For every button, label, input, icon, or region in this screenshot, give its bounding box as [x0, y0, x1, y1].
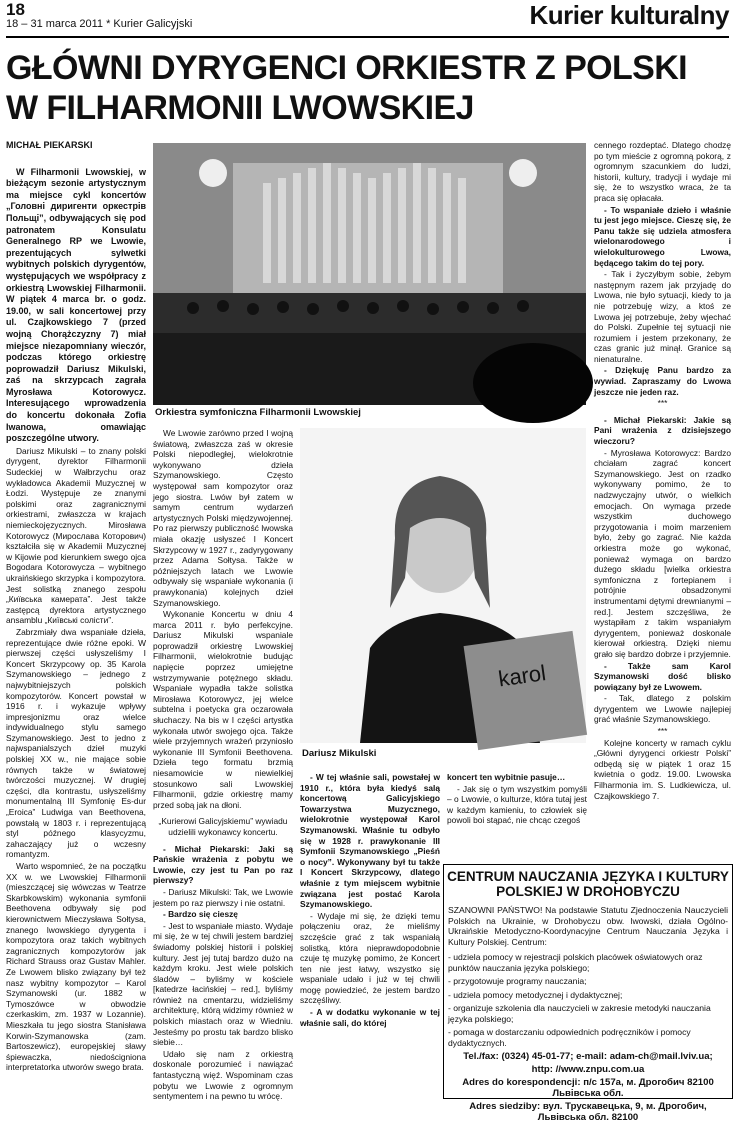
issue-date: 18 – 31 marca 2011 * Kurier Galicyjski [6, 18, 193, 30]
interview-question: koncert ten wybitnie pasuje… [447, 772, 566, 782]
orchestra-photo-caption: Orkiestra symfoniczna Filharmonii Lwowskiej [155, 407, 361, 418]
list-item: - organizuje szkolenia dla nauczycieli w zakresie metodyki nauczania języka polskiego; [448, 1003, 711, 1024]
header-divider [6, 36, 729, 38]
paragraph: Kolejne koncerty w ramach cyklu „Główni dyrygenci orkiestr Polski” odbędą się w piątek 1 oraz 15 kwietnia o godz. 19.00. Lwowska Filharmonia im. S. Ludkiewicza, ul. Czajkowskiego 7. [594, 737, 731, 801]
separator-stars: *** [657, 398, 668, 409]
paragraph: Dariusz Mikulski – to znany polski dyrygent, dyrektor Filharmonii Sudeckiej w Wałbrzychu oraz wykładowca Akademii Muzycznej w Łodzi. Występuje ze znanymi polskimi oraz zagranicznymi orkiestrami, zwłaszcza w krajach niemieckojęzycznych. Mirosława Kotorowycz (Мирослава Которович) kształciła się w Akademii Muzycznej w Kijowie pod kierunkiem swego ojca Bogodara Kotorowycza – wybitnego ukraińskiego skrzypka i kompozytora. Jest solistką znanego zespołu „Київська камерата”. Jest także zastępcą dyrektora artystycznego ansamblu „Київські солісти”. [6, 445, 146, 626]
interview-answer: - Wydaje mi się, że dzięki temu połączeniu oraz, że mieliśmy szczęście grać z tak wspaniałą solistką, która nieprawdopodobnie czuje tę muzykę pomimo, że Koncert ten nie jest łatwy, wszystko się wspaniale udało i już w tej chwili mogę powiedzieć, że jestem bardzo szczęśliwy. [300, 910, 440, 1006]
orchestra-photo [153, 143, 586, 405]
interview-answer: cennego rozdeptać. Dlatego chodzę po tym mieście z ogromną pokorą, z ogromnym szacunkiem do ludzi, historii, kultury, tradycji i wydaje mi się, że to wszystko wraca, że ta praca się opłacała. [594, 140, 731, 203]
author-byline: MICHAŁ PIEKARSKI [6, 140, 93, 150]
list-item: - udziela pomocy metodycznej i dydaktycznej; [448, 989, 623, 1000]
interview-answer: - Dariusz Mikulski: Tak, we Lwowie jestem po raz pierwszy i nie ostatni. [153, 886, 293, 908]
interview-answer: - Jak się o tym wszystkim pomyśli – o Lwowie, o kulturze, która tutaj jest w każdym kamieniu, to człowiek się powoli boi stąpać, nie chcąc czegoś [447, 783, 587, 826]
paragraph: We Lwowie zarówno przed I wojną światową, zwłaszcza zaś w okresie Polski niepodległej, wielokrotnie wykonywano dzieła Szymanowskiego. Często występował sam kompozytor oraz jego siostra. Lwów był zatem w samym centrum wydarzeń artystycznych Polski międzywojennej. Po raz pierwszy publiczność lwowska miała okazję usłyszeć I Koncert Skrzypcowy w 1927 r., zadyrygowany przez Adama Sołtysa. Także w późniejszych latach we Lwowie odbywały się wspaniałe wykonania (i prawykonania) kolejnych dzieł Szymanowskiego. [153, 428, 293, 608]
article-column-5 [594, 140, 731, 862]
paragraph: Zabrzmiały dwa wspaniałe dzieła, reprezentujące dwie różne epoki. W pierwszej części usłyszeliśmy I Koncert Skrzypcowy op. 35 Karola Szymanowskiego – jednego z najwybitniejszych polskich kompozytorów. Koncert powstał w 1916 r. i wykazuje wpływy impresjonizmu oraz wielce indywidualnego stylu samego Szymanowskiego. Jest to jedno z najwspanialszych dzieł muzyki polskiej XX w., nie mające sobie równych także w światowej twórczości muzycznej. W drugiej części, dla kontrastu, usłyszeliśmy monumentalną III Symfonię Es-dur „Eroica” Ludwiga van Beethovena, powstałą w 1803 r. i reprezentującą styl późnego klasycyzmu, zahaczający już o wczesny romantyzm. [6, 626, 146, 860]
interview-answer: - W tej właśnie sali, powstałej w 1910 r., która była kiedyś salą koncertową Galicyjskiego Towarzystwa Muzycznego, wielokrotnie występował Karol Szymanowski. Właśnie tu odbyło się w 1928 r. prawykonanie III Symfonii Szymanowskiego „Pieśń o nocy”. Wykonywany był tu także I Koncert Skrzypcowy, dlatego właśnie z tym miejscem wybitnie związana jest postać Karola Szymanowskiego. [300, 772, 440, 910]
orchestra-hall-image [153, 143, 586, 405]
separator-stars: *** [657, 726, 668, 737]
page-number: 18 [6, 0, 25, 19]
list-item: - udziela pomocy w rejestracji polskich placówek oświatowych oraz punktów nauczania języka polskiego; [448, 952, 703, 973]
interview-answer: - Tak i życzyłbym sobie, żebym następnym razem jak przyjadę do Lwowa, nie było sytuacji, kiedy to ja nie potrzebuję wizy, a ktoś ze Lwowa jej potrzebuje, żeby wjechać do Polski. Zupełnie tej sytuacji nie rozumiem i jestem przekonany, że czas granic już minął. Granice są nienaturalne. [594, 269, 731, 364]
article-headline [6, 48, 731, 128]
ad-intro: SZANOWNI PAŃSTWO! Na podstawie Statutu Zjednoczenia Nauczycieli Polskich na Ukrainie, w Drohobyczu obw. lwowski, działa Ogólno-Ukraińskie Metodyczno-Koordynacyjne Centrum Nauczania Języka i Kultury Polskiej. Centrum: [448, 905, 728, 947]
interview-question: - Michał Piekarski: Jakie są Pani wrażenia z dzisiejszego wieczoru? [594, 414, 731, 447]
interview-question: - A w dodatku wykonanie w tej właśnie sali, do której [300, 1007, 440, 1028]
article-lead: W Filharmonii Lwowskiej, w bieżącym sezonie artystycznym ma miejsce cykl koncertów „Головні диригенти оркестрів Польщі”, odbywających się pod patronatem Konsulatu Generalnego RP we Lwowie, prezentujących sylwetki wybitnych polskich dyrygentów, występujących we współpracy z orkiestrą Lwowskiej Filharmonii. W piątek 4 marca br. o godz. 19.00, w sali koncertowej przy ul. Czajkowskiego 7 (przed wojną Chorążczyzny 7) miał miejsce niezapomniany wieczór, podczas którego orkiestrę poprowadził Dariusz Mikulski, zaś na skrzypcach zagrała Myrosława Kotorowycz. Interesującego wprowadzenia do koncertu dokonała Zofia Iwanowa, omawiając poszczególne utwory. [6, 166, 146, 444]
ad-services-list [448, 952, 728, 1048]
interview-answer: - Tak, dlatego z polskim dyrygentem we Lwowie najlepiej grać właśnie Szymanowskiego. [594, 693, 731, 725]
interview-question: - Także sam Karol Szymanowski dość blisko powiązany był ze Lwowem. [594, 660, 731, 692]
section-title: Kurier kulturalny [529, 0, 729, 30]
interview-question: - Dziękuję Panu bardzo za wywiad. Zapraszamy do Lwowa jeszcze nie jeden raz. [594, 365, 731, 397]
article-column-1 [6, 140, 146, 1100]
ad-title: CENTRUM NAUCZANIA JĘZYKA I KULTURY POLSKIEJ W DROHOBYCZU [447, 869, 729, 899]
article-column-3 [300, 772, 440, 1098]
interview-answer: - Myrosława Kotorowycz: Bardzo chciałam zagrać koncert Szymanowskiego. Jest on rzadko wykonywany pomimo, że to nadzwyczajny utwór, o wielkich emocjach. On wymaga przede wszystkim duchowego przygotowania i moim marzeniem było, żeby go zagrać. Nie każda orkiestra może go wykonać, ponieważ wymaga on bardzo dużego składu [wielka orkiestra symfoniczna z fortepianem i potrójnie obsadzonymi instrumentami dętymi drewnianymi – red.]. Jestem szczęśliwa, że wystąpiłam z takim wspaniałym dyrygentem, ponieważ doskonale kierował orkiestrą. Dzięki niemu grało się bardzo dobrze i przyjemnie. [594, 447, 731, 659]
conductor-portrait-photo [300, 428, 586, 743]
paragraph: Warto wspomnieć, że na początku XX w. we Lwowskiej Filharmonii (mieszczącej się wówczas w Teatrze Skarbkowskim) wykonania symfonii Beethovena odbywały się pod kierownictwem Mieczysława Sołtysa, znanego lwowskiego dyrygenta i kompozytora oraz takich wybitnych zagranicznych kompozytorów jak Richard Strauss oraz Gustav Mahler. Ze Lwowem blisko związany był też nasz wybitny kompozytor – Karol Szymanowski (ur. 1882 w Tymoszówce w obwodzie czerkaskim, zm. 1937 w Lozannie). Mieszkała tu jego siostra Stanisława Korwin-Szymanowska (zam. Bartoszewicz), europejskiej sławy śpiewaczka, niedościgniona interpretatorka utworów swego brata. [6, 861, 146, 1073]
headline-line-2: W FILHARMONII LWOWSKIEJ [6, 89, 474, 127]
headline-line-1: GŁÓWNI DYRYGENCI ORKIESTR Z POLSKI [6, 49, 688, 87]
paragraph: Wykonanie Koncertu w dniu 4 marca 2011 r. było perfekcyjne. Dariusz Mikulski wspaniale poprowadził orkiestrę Lwowskiej Filharmonii, wielokrotnie budując napięcie poprzez umiejętne wstrzymywanie potężnego składu. Wspaniałe wypadła także solistka Mirosława Kotorowycz, jej wielce subtelna i poetycka gra oczarowała słuchaczy. Na bis w I części artystka wykonała utwór swojego ojca. Także wiele przyjemnych wrażeń przyniosło wykonanie III Symfonii Beethovena. Dzieła tego formatu brzmią niesamowicie w niewielkiej stosunkowo sali Lwowskiej Filharmonii, gdzie orkiestrę mamy przed sobą jak na dłoni. [153, 609, 293, 810]
ad-correspondence-address: Adres do korespondencji: п/с 157а, м. Дрогобич 82100 Львівська обл. [462, 1077, 714, 1099]
article-column-2 [153, 428, 293, 1102]
ad-website-link[interactable]: http: //www.znpu.com.ua [531, 1064, 645, 1075]
interview-answer: - Jest to wspaniałe miasto. Wydaje mi się, że w tej chwili jestem bardziej świadomy polskiej historii i polskiej kultury. Jest jej tutaj bardzo dużo na każdym kroku. Jest wiele polskich śladów – byliśmy w kościele [katedrze łacińskiej – red.], byliśmy również na cmentarzu, widzieliśmy architekturę, którą widzimy również w polskich miastach oraz w Wiedniu. Jesteśmy po prostu tak bardzo blisko siebie… [153, 920, 293, 1048]
article-column-4 [447, 772, 587, 860]
ad-headquarters-address: Adres siedziby: вул. Трускавецька, 9, м. Дрогобич, Львівська обл. 82100 [469, 1101, 707, 1123]
interview-question: - To wspaniałe dzieło i właśnie tu jest jego miejsce. Cieszę się, że Panu także się udziela atmosfera wielonarodowego i wielokulturowego Lwowa, będącego takim do tej pory. [594, 204, 731, 268]
conductor-photo-caption: Dariusz Mikulski [302, 748, 377, 759]
interview-question: - Bardzo się cieszę [163, 909, 238, 920]
list-item: - przygotowuje programy nauczania; [448, 976, 587, 986]
book-cover-label: karol [496, 660, 548, 692]
ad-phone-email: Tel./fax: (0324) 45-01-77; e-mail: adam-ch@mail.lviv.ua; [463, 1051, 713, 1062]
interview-answer: Udało się nam z orkiestrą doskonale porozumieć i nawiązać fantastyczną więź. Wspominam czas pobytu we Lwowie z ogromnym sentymentem i na pewno tu wrócę. [153, 1048, 293, 1102]
conductor-portrait-image [300, 428, 586, 743]
interview-question: - Michał Piekarski: Jaki są Pańskie wrażenia z pobytu we Lwowie, czy jest tu Pan po raz pierwszy? [153, 843, 293, 886]
paragraph: „Kurierowi Galicyjskiemu” wywiadu udzielili wykonawcy koncertu. [158, 816, 288, 837]
language-center-ad [443, 864, 733, 1123]
list-item: - pomaga w dostarczaniu odpowiednich podręczników i pomocy dydaktycznych. [448, 1027, 691, 1048]
